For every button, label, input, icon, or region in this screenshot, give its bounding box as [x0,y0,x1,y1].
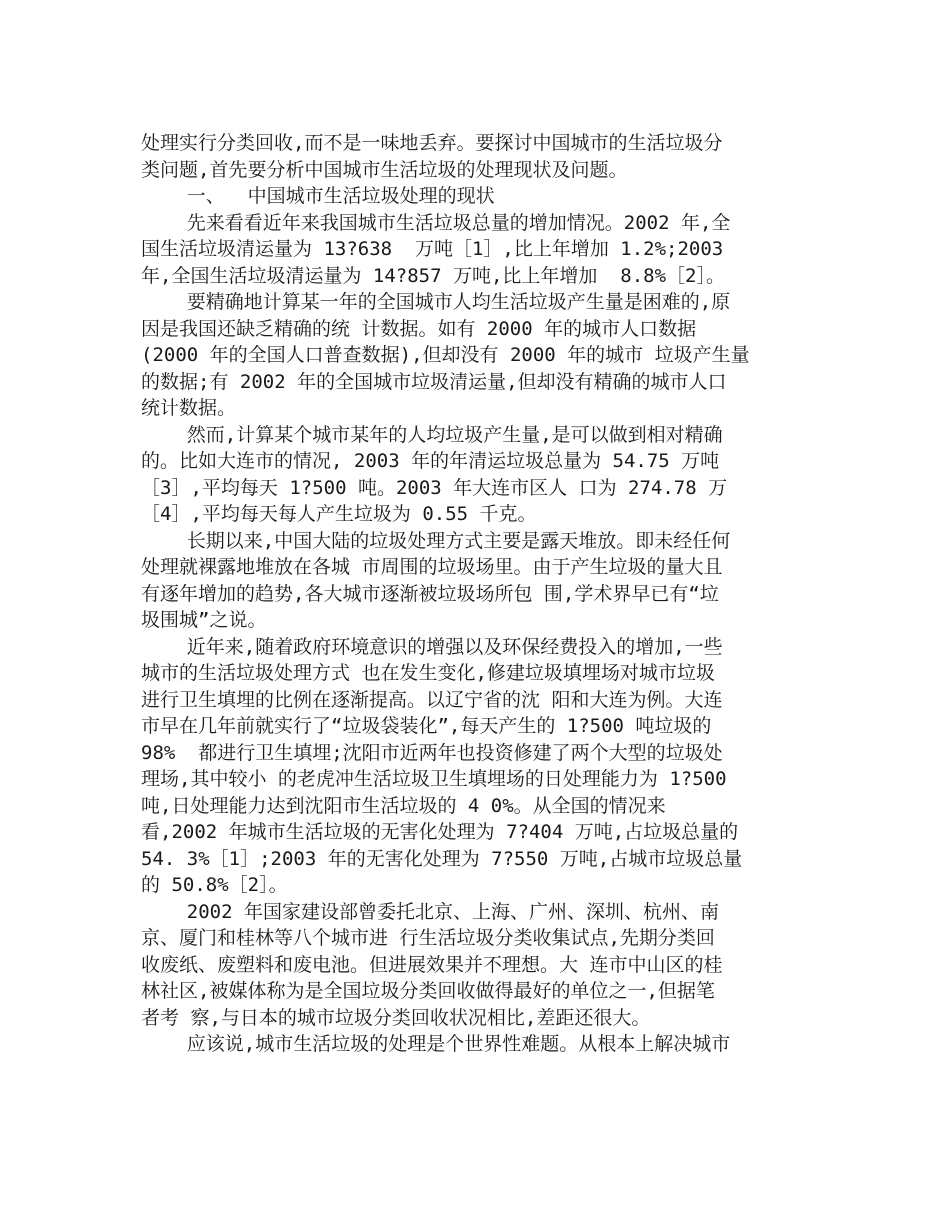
text-line: 林社区,被媒体称为是全国垃圾分类回收做得最好的单位之一,但据笔 [141,980,715,1002]
text-line: 的 50.8%［2］。 [141,874,288,896]
text-line: 然而,计算某个城市某年的人均垃圾产生量,是可以做到相对精确 [141,423,723,446]
text-line: ［4］,平均每天每人产生垃圾为 0.55 千克。 [141,503,537,525]
text-line: 收废纸、废塑料和废电池。但进展效果并不理想。大 连市中山区的桂 [141,953,723,976]
text-line: 统计数据。 [141,397,237,419]
text-line: 的。比如大连市的情况, 2003 年的年清运垃圾总量为 54.75 万吨 [141,450,720,472]
text-line: 类问题,首先要分析中国城市生活垃圾的处理现状及问题。 [141,158,628,181]
text-line: 圾围城”之说。 [141,609,267,631]
section-heading: 一、 中国城市生活垃圾处理的现状 [141,185,495,207]
text-line: 要精确地计算某一年的全国城市人均生活垃圾产生量是困难的,原 [141,291,731,313]
text-line: 处理就裸露地堆放在各城 市周围的垃圾场里。由于产生垃圾的量大且 [141,556,723,578]
text-line: 者考 察,与日本的城市垃圾分类回收状况相比,差距还很大。 [141,1006,651,1029]
text-line: 市早在几年前就实行了“垃圾袋装化”,每天产生的 1?500 吨垃圾的 [141,715,712,737]
text-line: 2002 年国家建设部曾委托北京、上海、广州、深圳、杭州、南 [141,900,719,923]
text-line: 的数据;有 2002 年的全国城市垃圾清运量,但却没有精确的城市人口 [141,370,727,393]
body-text [141,130,813,1058]
text-line: (2000 年的全国人口普查数据),但却没有 2000 年的城市 垃圾产生量 [141,344,750,366]
text-line: 京、厦门和桂林等八个城市进 行生活垃圾分类收集试点,先期分类回 [141,927,715,949]
text-line: 看,2002 年城市生活垃圾的无害化处理为 7?404 万吨,占垃圾总量的 [141,821,739,843]
text-line: 国生活垃圾清运量为 13?638 万吨［1］,比上年增加 1.2%;2003 [141,238,724,260]
text-line: 近年来,随着政府环境意识的增强以及环保经费投入的增加,一些 [141,635,723,658]
text-line: 吨,日处理能力达到沈阳市生活垃圾的 4 0%。从全国的情况来 [141,794,666,817]
text-line: ［3］,平均每天 1?500 吨。2003 年大连市区人 口为 274.78 万 [141,476,728,499]
text-line: 有逐年增加的趋势,各大城市逐渐被垃圾场所包 围,学术界早已有“垃 [141,582,719,605]
text-line: 应该说,城市生活垃圾的处理是个世界性难题。从根本上解决城市 [141,1033,731,1055]
text-line: 98% 都进行卫生填埋;沈阳市近两年也投资修建了两个大型的垃圾处 [141,741,723,764]
text-line: 54. 3%［1］;2003 年的无害化处理为 7?550 万吨,占城市垃圾总量 [141,847,743,870]
text-line: 长期以来,中国大陆的垃圾处理方式主要是露天堆放。即未经任何 [141,529,731,552]
text-line: 理场,其中较小 的老虎冲生活垃圾卫生填埋场的日处理能力为 1?500 [141,768,727,790]
text-line: 年,全国生活垃圾清运量为 14?857 万吨,比上年增加 8.8%［2］。 [141,264,725,287]
text-line: 先来看看近年来我国城市生活垃圾总量的增加情况。2002 年,全 [141,211,731,234]
text-line: 城市的生活垃圾处理方式 也在发生变化,修建垃圾填埋场对城市垃圾 [141,662,715,684]
text-line: 处理实行分类回收,而不是一味地丢弃。要探讨中国城市的生活垃圾分 [141,132,723,154]
text-line: 进行卫生填埋的比例在逐渐提高。以辽宁省的沈 阳和大连为例。大连 [141,688,723,711]
text-line: 因是我国还缺乏精确的统 计数据。如有 2000 年的城市人口数据 [141,317,697,340]
